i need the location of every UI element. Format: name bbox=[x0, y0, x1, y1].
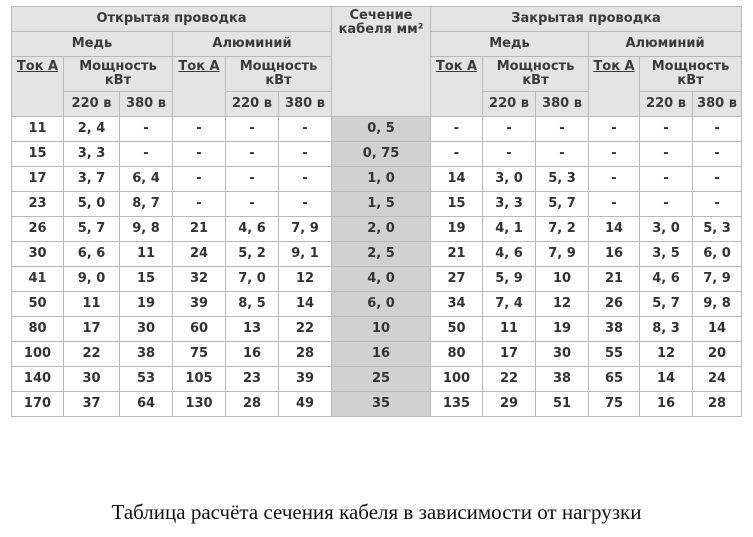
cell-oa-380: 39 bbox=[279, 367, 332, 392]
cell-oc-380: 64 bbox=[120, 392, 173, 417]
cell-cc-380: 19 bbox=[536, 317, 589, 342]
cell-oa-380: 49 bbox=[279, 392, 332, 417]
cell-oc-220: 17 bbox=[64, 317, 120, 342]
cell-oc-380: 15 bbox=[120, 267, 173, 292]
cell-oc-380: 38 bbox=[120, 342, 173, 367]
cell-oc-380: 8, 7 bbox=[120, 192, 173, 217]
cell-oa-380: - bbox=[279, 192, 332, 217]
cell-ca-380: 24 bbox=[693, 367, 742, 392]
cell-oc-220: 5, 7 bbox=[64, 217, 120, 242]
cell-oc-380: 53 bbox=[120, 367, 173, 392]
cell-oa-220: 16 bbox=[226, 342, 279, 367]
table-row bbox=[12, 317, 742, 342]
cell-ca-220: 8, 3 bbox=[640, 317, 693, 342]
cell-sec: 4, 0 bbox=[332, 267, 431, 292]
cell-oc-i: 100 bbox=[12, 342, 64, 367]
cell-ca-i: 38 bbox=[589, 317, 640, 342]
cell-cc-i: 14 bbox=[431, 167, 483, 192]
cell-oa-i: - bbox=[173, 167, 226, 192]
cell-cc-i: 27 bbox=[431, 267, 483, 292]
cell-oc-380: 19 bbox=[120, 292, 173, 317]
closed-aluminum-380-header: 380 в bbox=[693, 92, 742, 117]
table-row bbox=[12, 342, 742, 367]
cell-sec: 10 bbox=[332, 317, 431, 342]
open-copper-380-header: 380 в bbox=[120, 92, 173, 117]
cell-oa-i: 130 bbox=[173, 392, 226, 417]
cell-oa-i: 105 bbox=[173, 367, 226, 392]
cell-oc-i: 170 bbox=[12, 392, 64, 417]
table-row bbox=[12, 242, 742, 267]
cell-cc-380: 7, 9 bbox=[536, 242, 589, 267]
cell-oa-220: - bbox=[226, 167, 279, 192]
open-copper-current-header: Ток А bbox=[12, 57, 64, 117]
cell-oa-220: 5, 2 bbox=[226, 242, 279, 267]
cell-oc-220: 22 bbox=[64, 342, 120, 367]
cell-ca-380: 28 bbox=[693, 392, 742, 417]
cell-ca-380: 7, 9 bbox=[693, 267, 742, 292]
cell-oa-i: - bbox=[173, 192, 226, 217]
closed-wiring-header: Закрытая проводка bbox=[431, 7, 742, 32]
cell-cc-220: - bbox=[483, 142, 536, 167]
cell-oc-i: 26 bbox=[12, 217, 64, 242]
cell-oa-220: - bbox=[226, 117, 279, 142]
cell-cc-220: 5, 9 bbox=[483, 267, 536, 292]
cell-oc-220: 3, 7 bbox=[64, 167, 120, 192]
cell-ca-380: - bbox=[693, 167, 742, 192]
cell-ca-220: 5, 7 bbox=[640, 292, 693, 317]
cell-oc-380: 6, 4 bbox=[120, 167, 173, 192]
cell-cc-220: 4, 1 bbox=[483, 217, 536, 242]
table-row bbox=[12, 167, 742, 192]
cell-ca-i: 65 bbox=[589, 367, 640, 392]
cell-oc-380: 30 bbox=[120, 317, 173, 342]
section-header: Сечение кабеля мм² bbox=[332, 7, 431, 117]
cell-oc-i: 41 bbox=[12, 267, 64, 292]
cell-oc-i: 50 bbox=[12, 292, 64, 317]
cell-sec: 25 bbox=[332, 367, 431, 392]
cell-oa-380: 28 bbox=[279, 342, 332, 367]
cell-oc-i: 17 bbox=[12, 167, 64, 192]
cell-oc-i: 80 bbox=[12, 317, 64, 342]
open-aluminum-380-header: 380 в bbox=[279, 92, 332, 117]
cell-cc-i: - bbox=[431, 142, 483, 167]
cell-sec: 0, 5 bbox=[332, 117, 431, 142]
closed-copper-header: Медь bbox=[431, 32, 589, 57]
cell-cc-i: - bbox=[431, 117, 483, 142]
cell-cc-380: - bbox=[536, 117, 589, 142]
cell-ca-380: - bbox=[693, 117, 742, 142]
cell-cc-i: 19 bbox=[431, 217, 483, 242]
cell-ca-220: 3, 5 bbox=[640, 242, 693, 267]
cell-oc-220: 9, 0 bbox=[64, 267, 120, 292]
cell-cc-i: 50 bbox=[431, 317, 483, 342]
cell-cc-380: 5, 3 bbox=[536, 167, 589, 192]
table-caption: Таблица расчёта сечения кабеля в зависимости от нагрузки bbox=[111, 500, 642, 524]
open-aluminum-current-header: Ток А bbox=[173, 57, 226, 117]
cell-oa-220: 23 bbox=[226, 367, 279, 392]
cell-sec: 6, 0 bbox=[332, 292, 431, 317]
cell-oc-220: 11 bbox=[64, 292, 120, 317]
cell-cc-i: 21 bbox=[431, 242, 483, 267]
open-copper-power-header: Мощность кВт bbox=[64, 57, 173, 92]
cell-oc-380: 11 bbox=[120, 242, 173, 267]
cell-cc-220: 11 bbox=[483, 317, 536, 342]
cell-oa-220: 8, 5 bbox=[226, 292, 279, 317]
table-row bbox=[12, 142, 742, 167]
cell-oc-220: 3, 3 bbox=[64, 142, 120, 167]
cell-oa-i: 39 bbox=[173, 292, 226, 317]
cell-oc-380: 9, 8 bbox=[120, 217, 173, 242]
cell-oa-i: 21 bbox=[173, 217, 226, 242]
cell-oc-i: 30 bbox=[12, 242, 64, 267]
cell-ca-i: 21 bbox=[589, 267, 640, 292]
cell-cc-220: 3, 3 bbox=[483, 192, 536, 217]
cell-oa-i: - bbox=[173, 142, 226, 167]
cable-table bbox=[11, 6, 742, 417]
cell-oa-220: 7, 0 bbox=[226, 267, 279, 292]
cell-oc-220: 30 bbox=[64, 367, 120, 392]
closed-copper-current-header: Ток А bbox=[431, 57, 483, 117]
cell-oa-220: - bbox=[226, 192, 279, 217]
cell-ca-i: - bbox=[589, 117, 640, 142]
cell-sec: 2, 0 bbox=[332, 217, 431, 242]
open-copper-header: Медь bbox=[12, 32, 173, 57]
closed-copper-power-header: Мощность кВт bbox=[483, 57, 589, 92]
cell-oa-220: 4, 6 bbox=[226, 217, 279, 242]
cell-oa-i: - bbox=[173, 117, 226, 142]
cell-oa-220: - bbox=[226, 142, 279, 167]
cell-sec: 35 bbox=[332, 392, 431, 417]
cell-ca-i: 55 bbox=[589, 342, 640, 367]
cell-ca-220: 12 bbox=[640, 342, 693, 367]
cell-cc-i: 34 bbox=[431, 292, 483, 317]
cell-oa-380: - bbox=[279, 167, 332, 192]
open-copper-220-header: 220 в bbox=[64, 92, 120, 117]
cell-cc-380: - bbox=[536, 142, 589, 167]
cell-oa-380: - bbox=[279, 142, 332, 167]
cell-oa-i: 32 bbox=[173, 267, 226, 292]
cell-ca-380: 14 bbox=[693, 317, 742, 342]
closed-copper-380-header: 380 в bbox=[536, 92, 589, 117]
cell-oa-i: 24 bbox=[173, 242, 226, 267]
table-row bbox=[12, 392, 742, 417]
cell-sec: 1, 5 bbox=[332, 192, 431, 217]
cell-oa-380: 7, 9 bbox=[279, 217, 332, 242]
closed-aluminum-header: Алюминий bbox=[589, 32, 742, 57]
cell-cc-380: 38 bbox=[536, 367, 589, 392]
cell-ca-380: 9, 8 bbox=[693, 292, 742, 317]
cell-cc-380: 51 bbox=[536, 392, 589, 417]
cell-oc-i: 11 bbox=[12, 117, 64, 142]
cell-oc-220: 6, 6 bbox=[64, 242, 120, 267]
cell-cc-380: 10 bbox=[536, 267, 589, 292]
cell-oa-i: 75 bbox=[173, 342, 226, 367]
cell-ca-380: 20 bbox=[693, 342, 742, 367]
cell-oa-i: 60 bbox=[173, 317, 226, 342]
closed-aluminum-220-header: 220 в bbox=[640, 92, 693, 117]
cell-ca-220: - bbox=[640, 167, 693, 192]
cell-cc-220: 29 bbox=[483, 392, 536, 417]
cell-cc-220: 7, 4 bbox=[483, 292, 536, 317]
cell-sec: 1, 0 bbox=[332, 167, 431, 192]
cell-cc-380: 12 bbox=[536, 292, 589, 317]
cell-ca-220: 14 bbox=[640, 367, 693, 392]
cell-oc-380: - bbox=[120, 142, 173, 167]
closed-copper-220-header: 220 в bbox=[483, 92, 536, 117]
cell-oc-380: - bbox=[120, 117, 173, 142]
closed-aluminum-power-header: Мощность кВт bbox=[640, 57, 742, 92]
cell-cc-220: 3, 0 bbox=[483, 167, 536, 192]
cell-ca-220: 3, 0 bbox=[640, 217, 693, 242]
cell-ca-i: 16 bbox=[589, 242, 640, 267]
header-row-1 bbox=[12, 7, 742, 32]
cell-ca-i: 75 bbox=[589, 392, 640, 417]
table-row bbox=[12, 192, 742, 217]
cell-cc-i: 15 bbox=[431, 192, 483, 217]
cell-ca-380: - bbox=[693, 142, 742, 167]
cell-cc-i: 135 bbox=[431, 392, 483, 417]
cell-ca-i: 14 bbox=[589, 217, 640, 242]
open-aluminum-header: Алюминий bbox=[173, 32, 332, 57]
cell-cc-380: 30 bbox=[536, 342, 589, 367]
cell-ca-220: - bbox=[640, 117, 693, 142]
cell-oc-220: 2, 4 bbox=[64, 117, 120, 142]
cell-oa-220: 13 bbox=[226, 317, 279, 342]
cell-cc-380: 5, 7 bbox=[536, 192, 589, 217]
cell-oa-380: 9, 1 bbox=[279, 242, 332, 267]
open-wiring-header: Открытая проводка bbox=[12, 7, 332, 32]
cell-oc-i: 23 bbox=[12, 192, 64, 217]
cell-ca-i: - bbox=[589, 142, 640, 167]
cell-oa-380: - bbox=[279, 117, 332, 142]
cell-cc-i: 80 bbox=[431, 342, 483, 367]
open-aluminum-power-header: Мощность кВт bbox=[226, 57, 332, 92]
cell-oa-380: 22 bbox=[279, 317, 332, 342]
cell-ca-i: - bbox=[589, 192, 640, 217]
cell-ca-220: 16 bbox=[640, 392, 693, 417]
table-row bbox=[12, 217, 742, 242]
cell-ca-i: 26 bbox=[589, 292, 640, 317]
cell-ca-220: 4, 6 bbox=[640, 267, 693, 292]
cell-ca-380: 6, 0 bbox=[693, 242, 742, 267]
table-row bbox=[12, 367, 742, 392]
table-row bbox=[12, 117, 742, 142]
cell-oa-380: 12 bbox=[279, 267, 332, 292]
cell-ca-380: - bbox=[693, 192, 742, 217]
cell-cc-220: 22 bbox=[483, 367, 536, 392]
cell-oc-i: 15 bbox=[12, 142, 64, 167]
open-aluminum-220-header: 220 в bbox=[226, 92, 279, 117]
cell-sec: 16 bbox=[332, 342, 431, 367]
cell-cc-220: 17 bbox=[483, 342, 536, 367]
cell-ca-i: - bbox=[589, 167, 640, 192]
cell-oc-220: 37 bbox=[64, 392, 120, 417]
cell-ca-220: - bbox=[640, 192, 693, 217]
cell-sec: 2, 5 bbox=[332, 242, 431, 267]
cell-oc-220: 5, 0 bbox=[64, 192, 120, 217]
cell-ca-220: - bbox=[640, 142, 693, 167]
cell-oa-380: 14 bbox=[279, 292, 332, 317]
table-row bbox=[12, 292, 742, 317]
table-row bbox=[12, 267, 742, 292]
cell-cc-220: - bbox=[483, 117, 536, 142]
cell-cc-380: 7, 2 bbox=[536, 217, 589, 242]
cell-oc-i: 140 bbox=[12, 367, 64, 392]
cell-cc-220: 4, 6 bbox=[483, 242, 536, 267]
cell-ca-380: 5, 3 bbox=[693, 217, 742, 242]
cell-oa-220: 28 bbox=[226, 392, 279, 417]
cell-cc-i: 100 bbox=[431, 367, 483, 392]
cell-sec: 0, 75 bbox=[332, 142, 431, 167]
closed-aluminum-current-header: Ток А bbox=[589, 57, 640, 117]
